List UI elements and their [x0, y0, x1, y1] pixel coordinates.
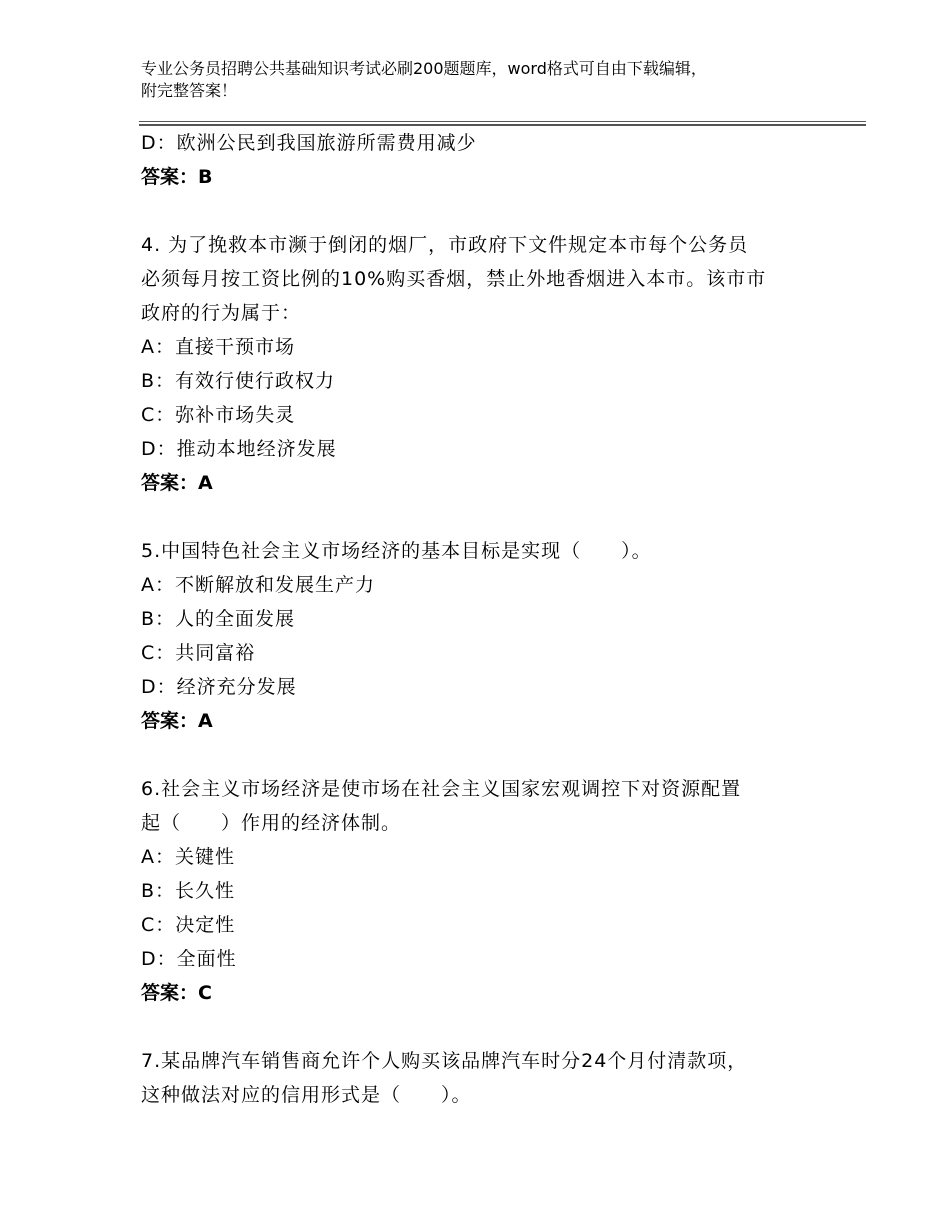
q4-option-a: A：直接干预市场: [141, 336, 295, 358]
q6-answer: 答案：C: [141, 982, 212, 1004]
question-7: [141, 1044, 831, 1112]
page-header: [141, 58, 821, 102]
q4-stem-line-3: 政府的行为属于：: [141, 302, 302, 324]
q6-option-d: D：全面性: [141, 948, 237, 970]
question-5: [141, 534, 831, 738]
q7-stem-line-2: 这种做法对应的信用形式是（ ）。: [141, 1084, 472, 1106]
q7-stem-line-1: 7.某品牌汽车销售商允许个人购买该品牌汽车时分24个月付清款项，: [141, 1050, 748, 1072]
header-divider: [139, 121, 866, 122]
q5-option-c: C：共同富裕: [141, 642, 256, 664]
q4-option-b: B：有效行使行政权力: [141, 370, 336, 392]
question-3-tail: [141, 126, 831, 194]
q5-answer: 答案：A: [141, 710, 213, 732]
q6-stem-line-2: 起（ ）作用的经济体制。: [141, 812, 402, 834]
question-4: [141, 228, 831, 500]
q3-option-d: D：欧洲公民到我国旅游所需费用减少: [141, 132, 477, 154]
header-line-1: 专业公务员招聘公共基础知识考试必刷200题题库，word格式可自由下载编辑，: [141, 59, 707, 78]
q5-option-d: D：经济充分发展: [141, 676, 297, 698]
q4-stem-line-2: 必须每月按工资比例的10%购买香烟，禁止外地香烟进入本市。该市市: [141, 268, 767, 290]
q6-option-a: A：关键性: [141, 846, 235, 868]
header-line-2: 附完整答案！: [141, 81, 238, 100]
question-6: [141, 772, 831, 1010]
q6-option-c: C：决定性: [141, 914, 236, 936]
q3-answer: 答案：B: [141, 166, 213, 188]
q5-option-b: B：人的全面发展: [141, 608, 296, 630]
q5-stem-line-1: 5.中国特色社会主义市场经济的基本目标是实现（ ）。: [141, 540, 652, 562]
q5-option-a: A：不断解放和发展生产力: [141, 574, 375, 596]
q4-option-c: C：弥补市场失灵: [141, 404, 296, 426]
question-list: [141, 126, 831, 1112]
q6-option-b: B：长久性: [141, 880, 236, 902]
q4-answer: 答案：A: [141, 472, 213, 494]
q6-stem-line-1: 6.社会主义市场经济是使市场在社会主义国家宏观调控下对资源配置: [141, 778, 742, 800]
q4-stem-line-1: 4. 为了挽救本市濒于倒闭的烟厂，市政府下文件规定本市每个公务员: [141, 234, 749, 256]
q4-option-d: D：推动本地经济发展: [141, 438, 337, 460]
